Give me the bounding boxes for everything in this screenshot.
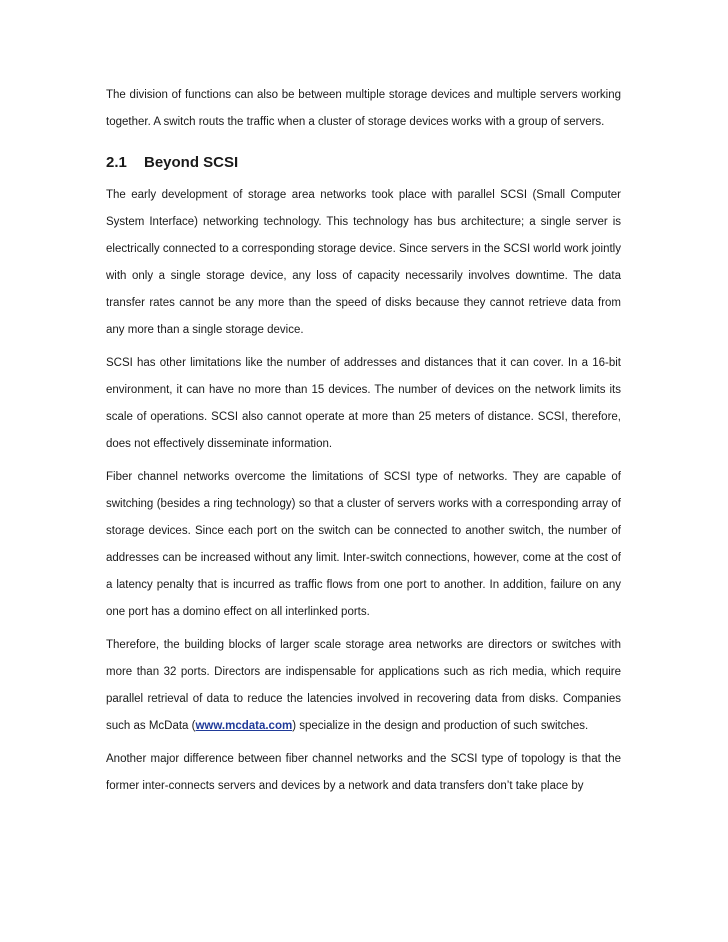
- paragraph-scsi-history: The early development of storage area networks took place with parallel SCSI (Small Computer System Interface) networking technology. This technology has bus architecture; a single server is electrically connected to a corresponding storage device. Since servers in the SCSI world work jointly with only a single storage device, any loss of capacity necessarily involves downtime. The data transfer rates cannot be any more than the speed of disks because they cannot retrieve data from any more than a single storage device.: [106, 189, 621, 336]
- section-title: Beyond SCSI: [144, 154, 239, 171]
- mcdata-link[interactable]: www.mcdata.com: [195, 720, 293, 732]
- paragraph-topology-difference: Another major difference between fiber channel networks and the SCSI type of topology is that the former inter-connects servers and devices by a network and data transfers don’t take place by: [106, 753, 621, 792]
- directors-text-after-link: ) specialize in the design and production of such switches.: [292, 720, 589, 732]
- intro-paragraph: The division of functions can also be between multiple storage devices and multiple servers working together. A switch routs the traffic when a cluster of storage devices works with a group of servers.: [106, 89, 621, 128]
- section-number: 2.1: [106, 154, 127, 171]
- section-heading: [106, 152, 621, 174]
- paragraph-directors: [106, 632, 621, 740]
- paragraph-fiber-channel: Fiber channel networks overcome the limitations of SCSI type of networks. They are capable of switching (besides a ring technology) so that a cluster of servers works with a corresponding array of storage devices. Since each port on the switch can be connected to another switch, the number of addresses can be increased without any limit. Inter-switch connections, however, come at the cost of a latency penalty that is incurred as traffic flows from one port to another. In addition, failure on any one port has a domino effect on all interlinked ports.: [106, 471, 621, 618]
- document-body: [106, 82, 621, 800]
- paragraph-scsi-limitations: SCSI has other limitations like the number of addresses and distances that it can cover. In a 16-bit environment, it can have no more than 15 devices. The number of devices on the network limits its scale of operations. SCSI also cannot operate at more than 25 meters of distance. SCSI, therefore, does not effectively disseminate information.: [106, 357, 621, 450]
- directors-text-before-link: Therefore, the building blocks of larger scale storage area networks are directors or switches with more than 32 ports. Directors are indispensable for applications such as rich media, which require parallel retrieval of data to reduce the latencies involved in recovering data from disks. Companies such as McData (: [106, 639, 621, 732]
